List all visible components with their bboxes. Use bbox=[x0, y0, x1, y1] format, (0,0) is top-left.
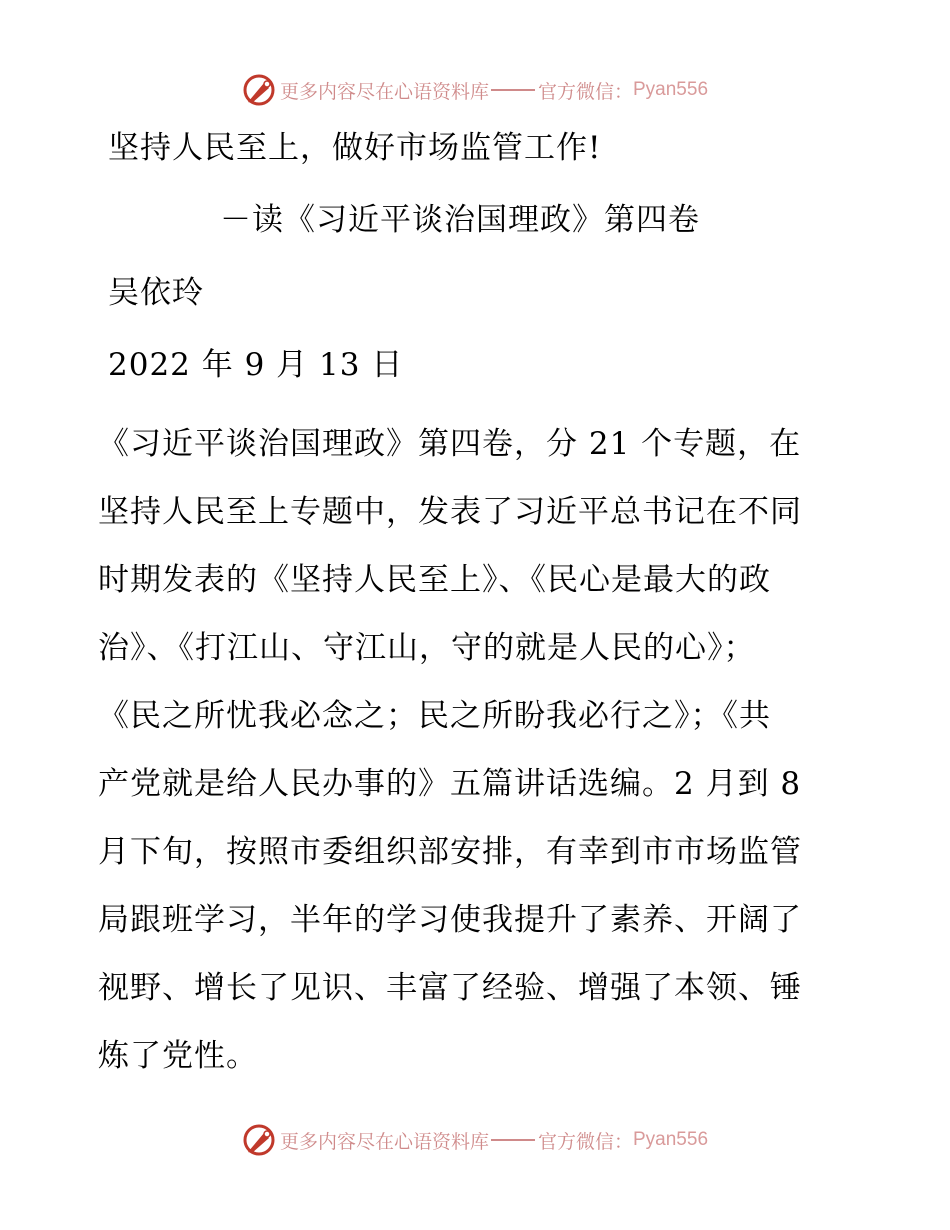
paragraph-line: 《民之所忧我必念之；民之所盼我必行之》；《共 bbox=[98, 698, 771, 734]
body-paragraph bbox=[98, 420, 858, 1100]
paragraph-line: 炼了党性。 bbox=[98, 1038, 258, 1074]
header-watermark bbox=[0, 72, 950, 108]
watermark-text: 更多内容尽在心语资料库 bbox=[279, 80, 489, 103]
paragraph-line: 时期发表的《坚持人民至上》、《民心是最大的政 bbox=[98, 562, 771, 598]
paragraph-line: 坚持人民至上专题中，发表了习近平总书记在不同 bbox=[98, 494, 802, 530]
paragraph-line: 治》、《打江山、守江山，守的就是人民的心》； bbox=[98, 630, 756, 666]
watermark-id: Pyan556 bbox=[633, 79, 709, 100]
paragraph-line: 月下旬，按照市委组织部安排，有幸到市市场监管 bbox=[98, 834, 802, 870]
paragraph-line: 局跟班学习，半年的学习使我提升了素养、开阔了 bbox=[98, 902, 802, 938]
document-author: 吴依玲 bbox=[108, 275, 204, 311]
watermark-label: 官方微信： bbox=[537, 1130, 633, 1153]
pen-logo-icon bbox=[242, 1123, 276, 1157]
document-title: 坚持人民至上，做好市场监管工作! bbox=[108, 130, 602, 166]
watermark-label: 官方微信： bbox=[537, 80, 633, 103]
watermark-text: 更多内容尽在心语资料库 bbox=[279, 1130, 489, 1153]
document-subtitle: －读《习近平谈治国理政》第四卷 bbox=[220, 202, 700, 238]
footer-watermark bbox=[0, 1122, 950, 1158]
watermark-dash bbox=[491, 89, 535, 91]
document-date: 2022 年 9 月 13 日 bbox=[108, 347, 404, 383]
paragraph-line: 《习近平谈治国理政》第四卷，分 21 个专题，在 bbox=[98, 426, 802, 462]
watermark-dash bbox=[491, 1139, 535, 1141]
paragraph-line: 产党就是给人民办事的》五篇讲话选编。2 月到 8 bbox=[98, 766, 802, 802]
pen-logo-icon bbox=[242, 73, 276, 107]
paragraph-line: 视野、增长了见识、丰富了经验、增强了本领、锤 bbox=[98, 970, 802, 1006]
watermark-id: Pyan556 bbox=[633, 1129, 709, 1150]
